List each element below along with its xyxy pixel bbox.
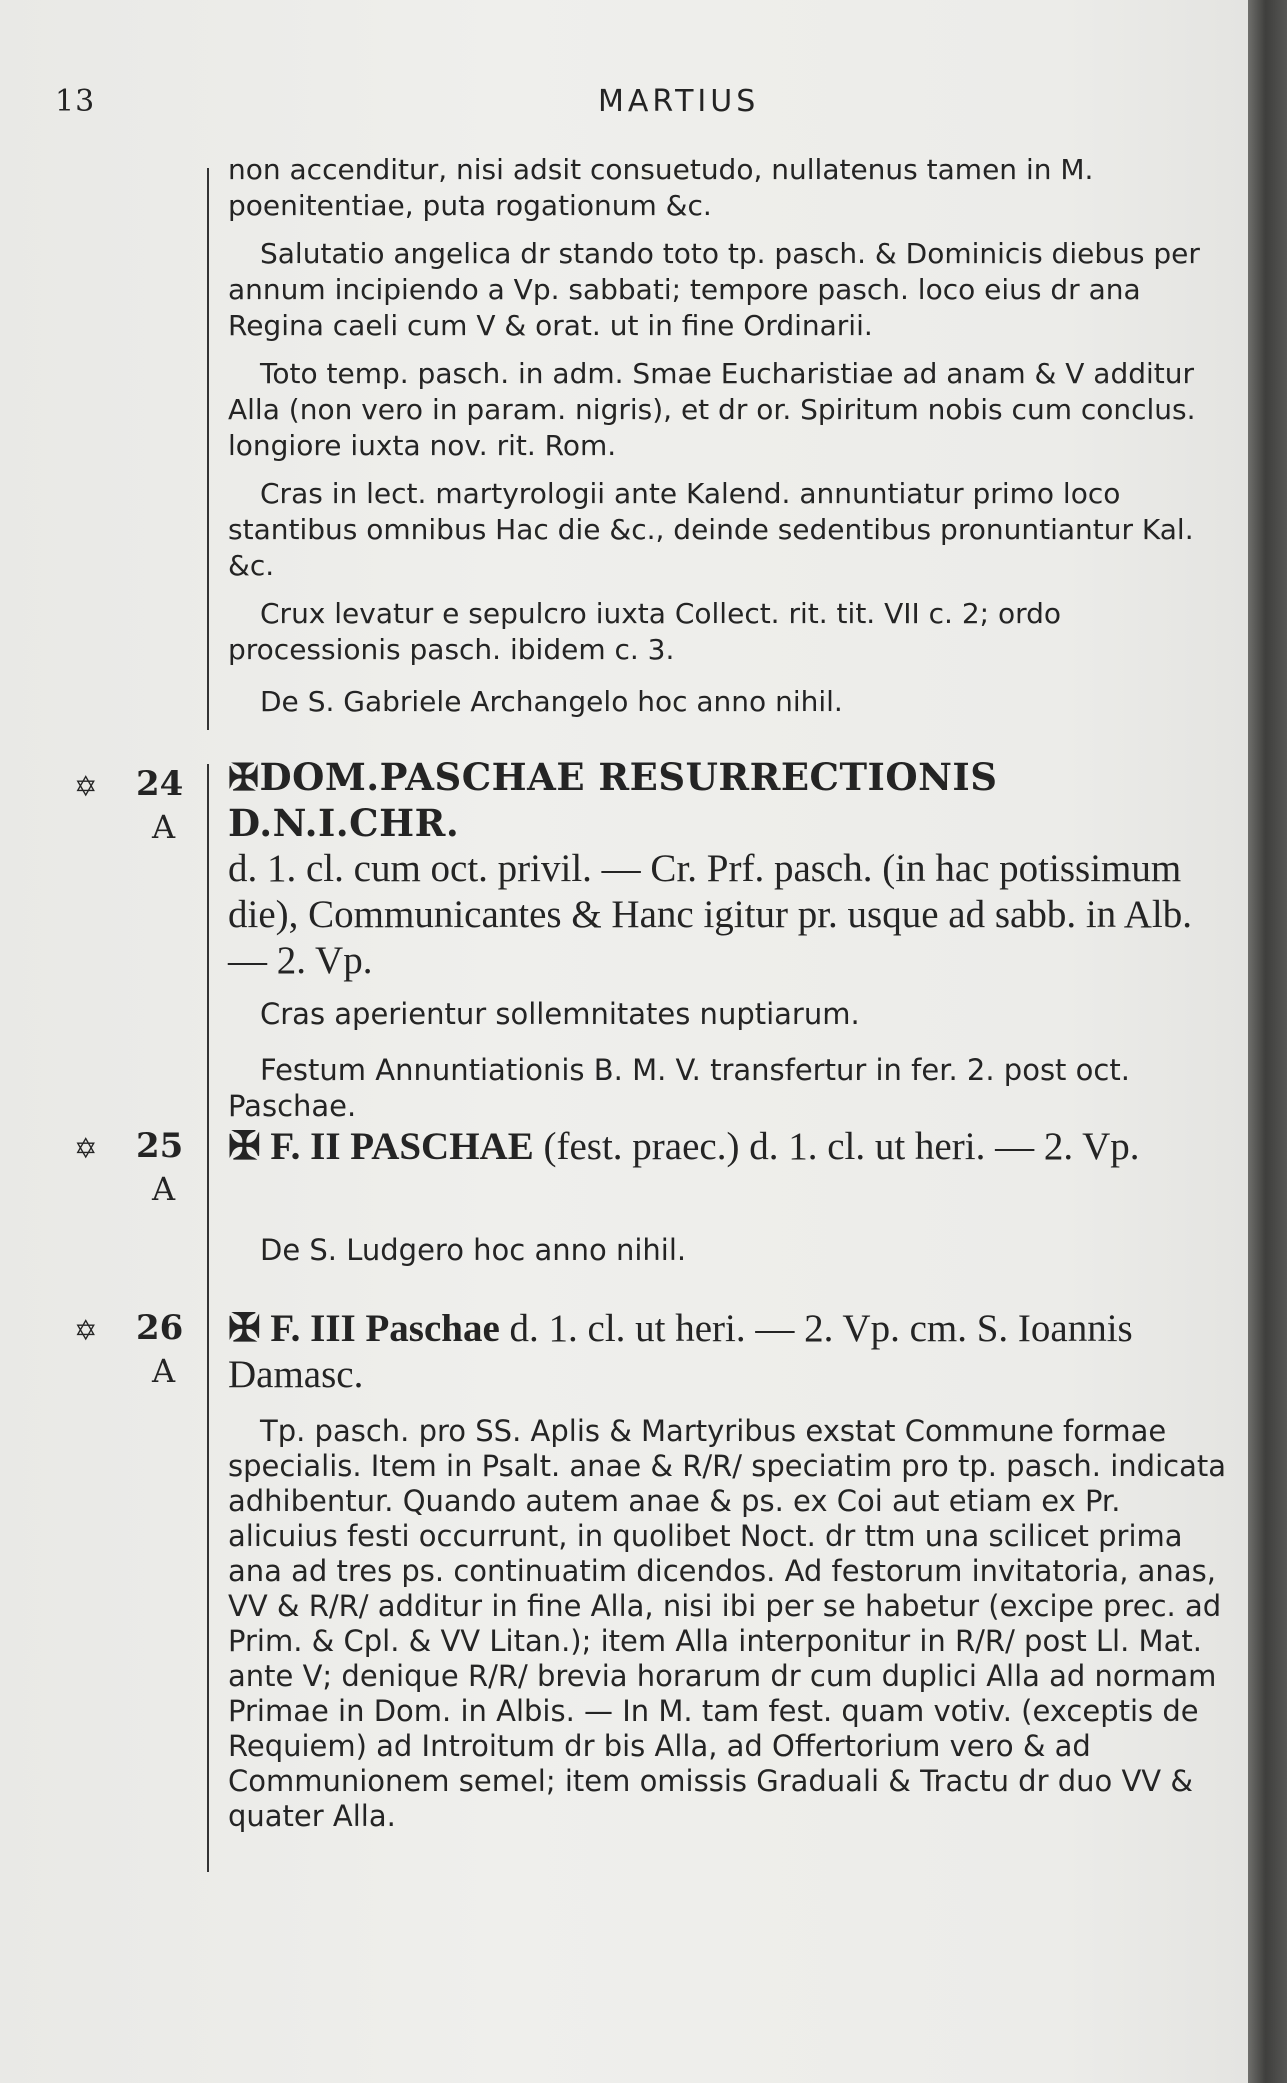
feast-note: Cras aperientur sollemnitates nuptiarum.	[260, 997, 860, 1031]
star-of-david-icon: ✡	[74, 770, 98, 803]
feast-title: ✠ F. II PASCHAE	[228, 1125, 534, 1168]
day-number: 26	[136, 1308, 184, 1348]
feast-note: Festum Annuntiationis B. M. V. transfertur in fer. 2. post oct. Paschae.	[228, 1053, 1130, 1123]
rubric-paragraph: Salutatio angelica dr stando toto tp. pasch. & Dominicis diebus per annum incipiendo a Vp. sabbati; tempore pasch. loco eius dr ana Regina caeli cum V & orat. ut in fine Ordinarii.	[228, 237, 1200, 342]
dominical-letter: A	[152, 808, 176, 846]
feast-note: Tp. pasch. pro SS. Aplis & Martyribus exstat Commune formae specialis. Item in Psalt. anae & R/R/ speciatim pro tp. pasch. indicata adhibentur. Quando autem anae & ps. ex Coi aut etiam ex Pr. alicuius festi occurrunt, in quolibet Noct. dr ttm una scilicet prima ana ad tres ps. continuatim dicendos. Ad festorum invitatoria, anas, VV & R/R/ additur in fine Alla, nisi ibi per se habetur (excipe prec. ad Prim. & Cpl. & VV Litan.); item Alla interponitur in R/R/ post Ll. Mat. ante V; denique R/R/ brevia horarum dr cum duplici Alla ad normam Primae in Dom. in Albis. — In M. tam fest. quam votiv. (exceptis de Requiem) ad Introitum dr bis Alla, ad Offertorium vero & ad Communionem semel; item omissis Graduali & Tractu dr duo VV & quater Alla.	[228, 1414, 1226, 1833]
rubric-paragraph: non accenditur, nisi adsit consuetudo, nullatenus tamen in M. poenitentiae, puta rogationum &c.	[228, 153, 1094, 222]
book-spine	[1248, 0, 1287, 2083]
rubric-note: De S. Gabriele Archangelo hoc anno nihil.	[260, 685, 843, 718]
day-marker	[74, 1308, 184, 1388]
day-marker	[74, 1126, 184, 1206]
star-of-david-icon: ✡	[74, 1132, 98, 1165]
margin-rule-bottom	[207, 764, 209, 1872]
feast-rubric: (fest. praec.) d. 1. cl. ut heri. — 2. Vp.	[543, 1125, 1140, 1168]
day-marker	[74, 764, 184, 844]
feast-note: De S. Ludgero hoc anno nihil.	[260, 1233, 687, 1267]
rubric-paragraph: Cras in lect. martyrologii ante Kalend. annuntiatur primo loco stantibus omnibus Hac die &c., deinde sedentibus pronuntiantur Kal. &c.	[228, 477, 1194, 582]
running-head: MARTIUS	[598, 84, 760, 119]
rubric-paragraph: Toto temp. pasch. in adm. Smae Eucharistiae ad anam & V additur Alla (non vero in param. nigris), et dr or. Spiritum nobis cum conclus. longiore iuxta nov. rit. Rom.	[228, 357, 1196, 462]
feast-rubric: d. 1. cl. ut heri. — 2. Vp. cm. S. Ioannis Damasc.	[228, 1307, 1133, 1396]
feast-rubric: d. 1. cl. cum oct. privil. — Cr. Prf. pasch. (in hac potissimum die), Communicantes & Hanc igitur pr. usque ad sabb. in Alb. — 2. Vp.	[228, 847, 1193, 982]
day-number: 25	[136, 1126, 184, 1166]
feast-title: ✠ F. III Paschae	[228, 1307, 500, 1350]
star-of-david-icon: ✡	[74, 1314, 98, 1347]
margin-rule-top	[207, 168, 209, 730]
feast-title: ✠DOM.PASCHAE RESURRECTIONIS D.N.I.CHR.	[228, 755, 998, 845]
rubric-block	[228, 152, 1237, 668]
dominical-letter: A	[152, 1170, 176, 1208]
rubric-paragraph: Crux levatur e sepulcro iuxta Collect. rit. tit. VII c. 2; ordo processionis pasch. ibidem c. 3.	[228, 597, 1062, 666]
feast-entry	[228, 1306, 1237, 1398]
day-number: 24	[136, 764, 184, 804]
page-number: 13	[55, 84, 96, 119]
dominical-letter: A	[152, 1352, 176, 1390]
feast-entry	[228, 754, 1237, 1124]
feast-entry	[228, 1124, 1237, 1170]
